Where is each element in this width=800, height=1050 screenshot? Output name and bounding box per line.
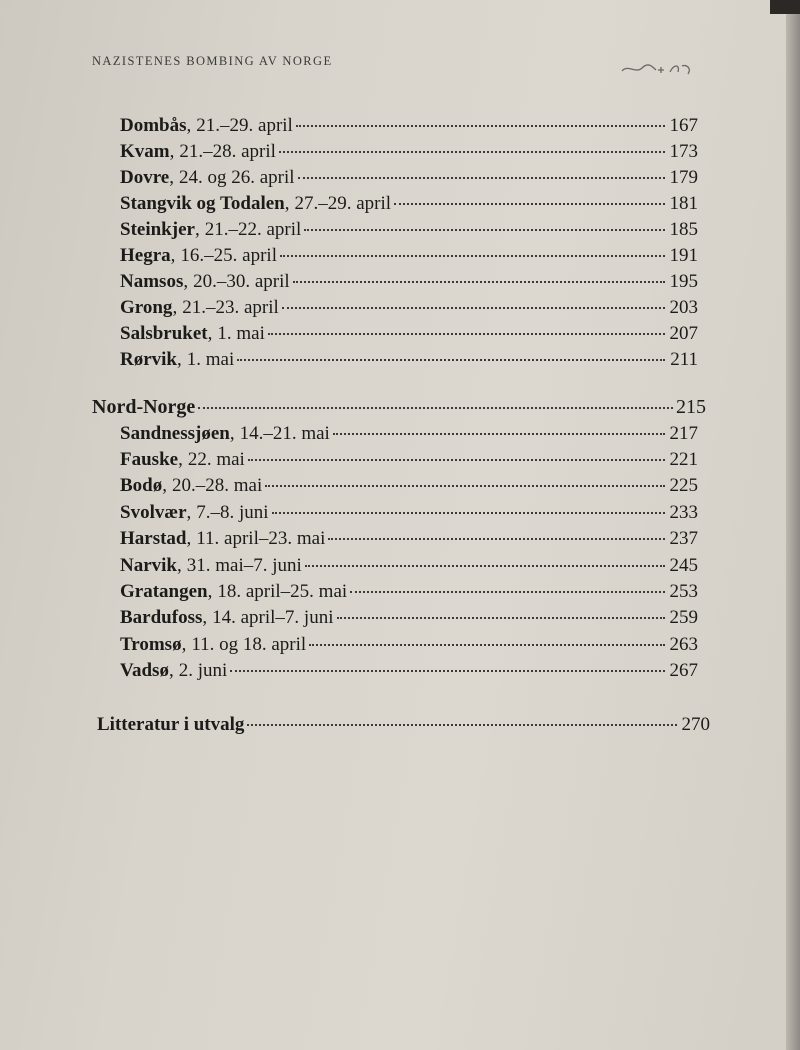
- toc-section-heading: [92, 396, 706, 422]
- toc-entry: Stangvik og Todalen , 27.–29. april 181: [120, 193, 698, 214]
- entry-title: Fauske: [120, 449, 179, 470]
- leader-dots: [333, 433, 665, 435]
- entry-title: Narvik: [120, 555, 177, 576]
- toc-entry: Bodø , 20.–28. mai 225: [120, 475, 698, 496]
- entry-title: Bardufoss: [120, 607, 203, 628]
- toc-entry: Tromsø , 11. og 18. april 263: [120, 634, 698, 655]
- toc-entry: Grong , 21.–23. april 203: [120, 297, 698, 318]
- leader-dots: [337, 617, 666, 619]
- entry-title: Dovre: [120, 167, 170, 188]
- entry-page-number: 181: [669, 193, 698, 214]
- entry-title: Harstad: [120, 528, 187, 549]
- entry-page-number: 203: [669, 297, 698, 318]
- leader-dots: [304, 229, 665, 231]
- entry-dates: 11. april–23. mai: [196, 528, 326, 549]
- leader-dots: [328, 538, 665, 540]
- entry-title: Sandnessjøen: [120, 423, 230, 444]
- leader-dots: [272, 512, 665, 514]
- leader-dots: [280, 255, 665, 257]
- entry-dates: 1. mai: [217, 323, 265, 344]
- entry-title: Svolvær: [120, 502, 187, 523]
- entry-dates: 21.–28. april: [179, 141, 276, 162]
- entry-dates: 14. april–7. juni: [212, 607, 334, 628]
- entry-page-number: 185: [669, 219, 698, 240]
- entry-title: Stangvik og Todalen: [120, 193, 285, 214]
- entry-dates: 21.–22. april: [204, 219, 302, 240]
- toc-entry: Svolvær , 7.–8. juni 233: [120, 502, 698, 523]
- entry-page-number: 263: [669, 634, 698, 655]
- section-title: Nord-Norge: [92, 396, 196, 418]
- entry-title: Grong: [120, 297, 173, 318]
- toc-entry: Steinkjer , 21.–22. april 185: [120, 219, 698, 240]
- entry-title: Vadsø: [120, 660, 169, 681]
- entry-title: Bodø: [120, 475, 163, 496]
- entry-dates: 2. juni: [178, 660, 228, 681]
- entry-title: Rørvik: [120, 349, 177, 370]
- toc-literature-entry: [97, 714, 710, 740]
- entry-page-number: 237: [669, 528, 698, 549]
- leader-dots: [230, 670, 665, 672]
- toc-entry: Dovre , 24. og 26. april 179: [120, 167, 698, 188]
- entry-dates: 7.–8. juni: [196, 502, 269, 523]
- entry-title: Hegra: [120, 245, 171, 266]
- entry-dates: 16.–25. april: [180, 245, 277, 266]
- toc-entry: Harstad , 11. april–23. mai 237: [120, 528, 698, 549]
- entry-page-number: 253: [669, 581, 698, 602]
- entry-page-number: 217: [669, 423, 698, 444]
- entry-page-number: 207: [669, 323, 698, 344]
- toc-entry: Rørvik , 1. mai 211: [120, 349, 698, 370]
- entry-dates: 21.–23. april: [182, 297, 279, 318]
- entry-title: Kvam: [120, 141, 170, 162]
- entry-dates: 31. mai–7. juni: [186, 555, 302, 576]
- entry-page-number: 191: [669, 245, 698, 266]
- leader-dots: [309, 644, 665, 646]
- running-header: NAZISTENES BOMBING AV NORGE: [92, 54, 333, 68]
- literature-page-number: 270: [681, 714, 710, 735]
- leader-dots: [248, 459, 665, 461]
- entry-title: Salsbruket: [120, 323, 208, 344]
- entry-dates: 21.–29. april: [196, 115, 293, 136]
- leader-dots: [293, 281, 665, 283]
- entry-dates: 22. mai: [187, 449, 245, 470]
- leader-dots: [237, 359, 665, 361]
- entry-title: Tromsø: [120, 634, 182, 655]
- leader-dots: [279, 151, 665, 153]
- entry-page-number: 173: [669, 141, 698, 162]
- leader-dots: [268, 333, 665, 335]
- entry-dates: 20.–28. mai: [172, 475, 263, 496]
- toc-entry: Fauske , 22. mai 221: [120, 449, 698, 470]
- entry-dates: 1. mai: [186, 349, 235, 370]
- entry-dates: 11. og 18. april: [191, 634, 307, 655]
- toc-entry: Dombås , 21.–29. april 167: [120, 115, 698, 136]
- entry-page-number: 233: [669, 502, 698, 523]
- toc-entry: Namsos , 20.–30. april 195: [120, 271, 698, 292]
- leader-dots: [298, 177, 665, 179]
- entry-title: Gratangen: [120, 581, 208, 602]
- leader-dots: [350, 591, 665, 593]
- entry-title: Dombås: [120, 115, 187, 136]
- entry-page-number: 245: [669, 555, 698, 576]
- toc-entry: Vadsø , 2. juni 267: [120, 660, 698, 681]
- leader-dots: [282, 307, 665, 309]
- toc-entry: Gratangen , 18. april–25. mai 253: [120, 581, 698, 602]
- entry-page-number: 221: [669, 449, 698, 470]
- entry-dates: 27.–29. april: [294, 193, 392, 214]
- leader-dots: [296, 125, 665, 127]
- leader-dots: [265, 485, 665, 487]
- entry-dates: 20.–30. april: [193, 271, 290, 292]
- toc-entry: Hegra , 16.–25. april 191: [120, 245, 698, 266]
- toc-entry: Kvam , 21.–28. april 173: [120, 141, 698, 162]
- section-page-number: 215: [676, 396, 706, 418]
- entry-page-number: 179: [669, 167, 698, 188]
- entry-dates: 24. og 26. april: [179, 167, 295, 188]
- entry-dates: 18. april–25. mai: [217, 581, 348, 602]
- leader-dots: [247, 724, 677, 726]
- entry-page-number: 267: [669, 660, 698, 681]
- leader-dots: [394, 203, 665, 205]
- entry-page-number: 195: [669, 271, 698, 292]
- entry-page-number: 259: [669, 607, 698, 628]
- leader-dots: [198, 407, 673, 409]
- entry-page-number: 225: [669, 475, 698, 496]
- leader-dots: [305, 565, 665, 567]
- entry-title: Namsos: [120, 271, 184, 292]
- toc-entry: Narvik , 31. mai–7. juni 245: [120, 555, 698, 576]
- toc-entry: Sandnessjøen , 14.–21. mai 217: [120, 423, 698, 444]
- entry-title: Steinkjer: [120, 219, 195, 240]
- entry-page-number: 167: [669, 115, 698, 136]
- entry-dates: 14.–21. mai: [239, 423, 330, 444]
- literature-title: Litteratur i utvalg: [97, 714, 245, 735]
- toc-entry: Salsbruket , 1. mai 207: [120, 323, 698, 344]
- entry-page-number: 211: [670, 349, 698, 370]
- toc-entry: Bardufoss , 14. april–7. juni 259: [120, 607, 698, 628]
